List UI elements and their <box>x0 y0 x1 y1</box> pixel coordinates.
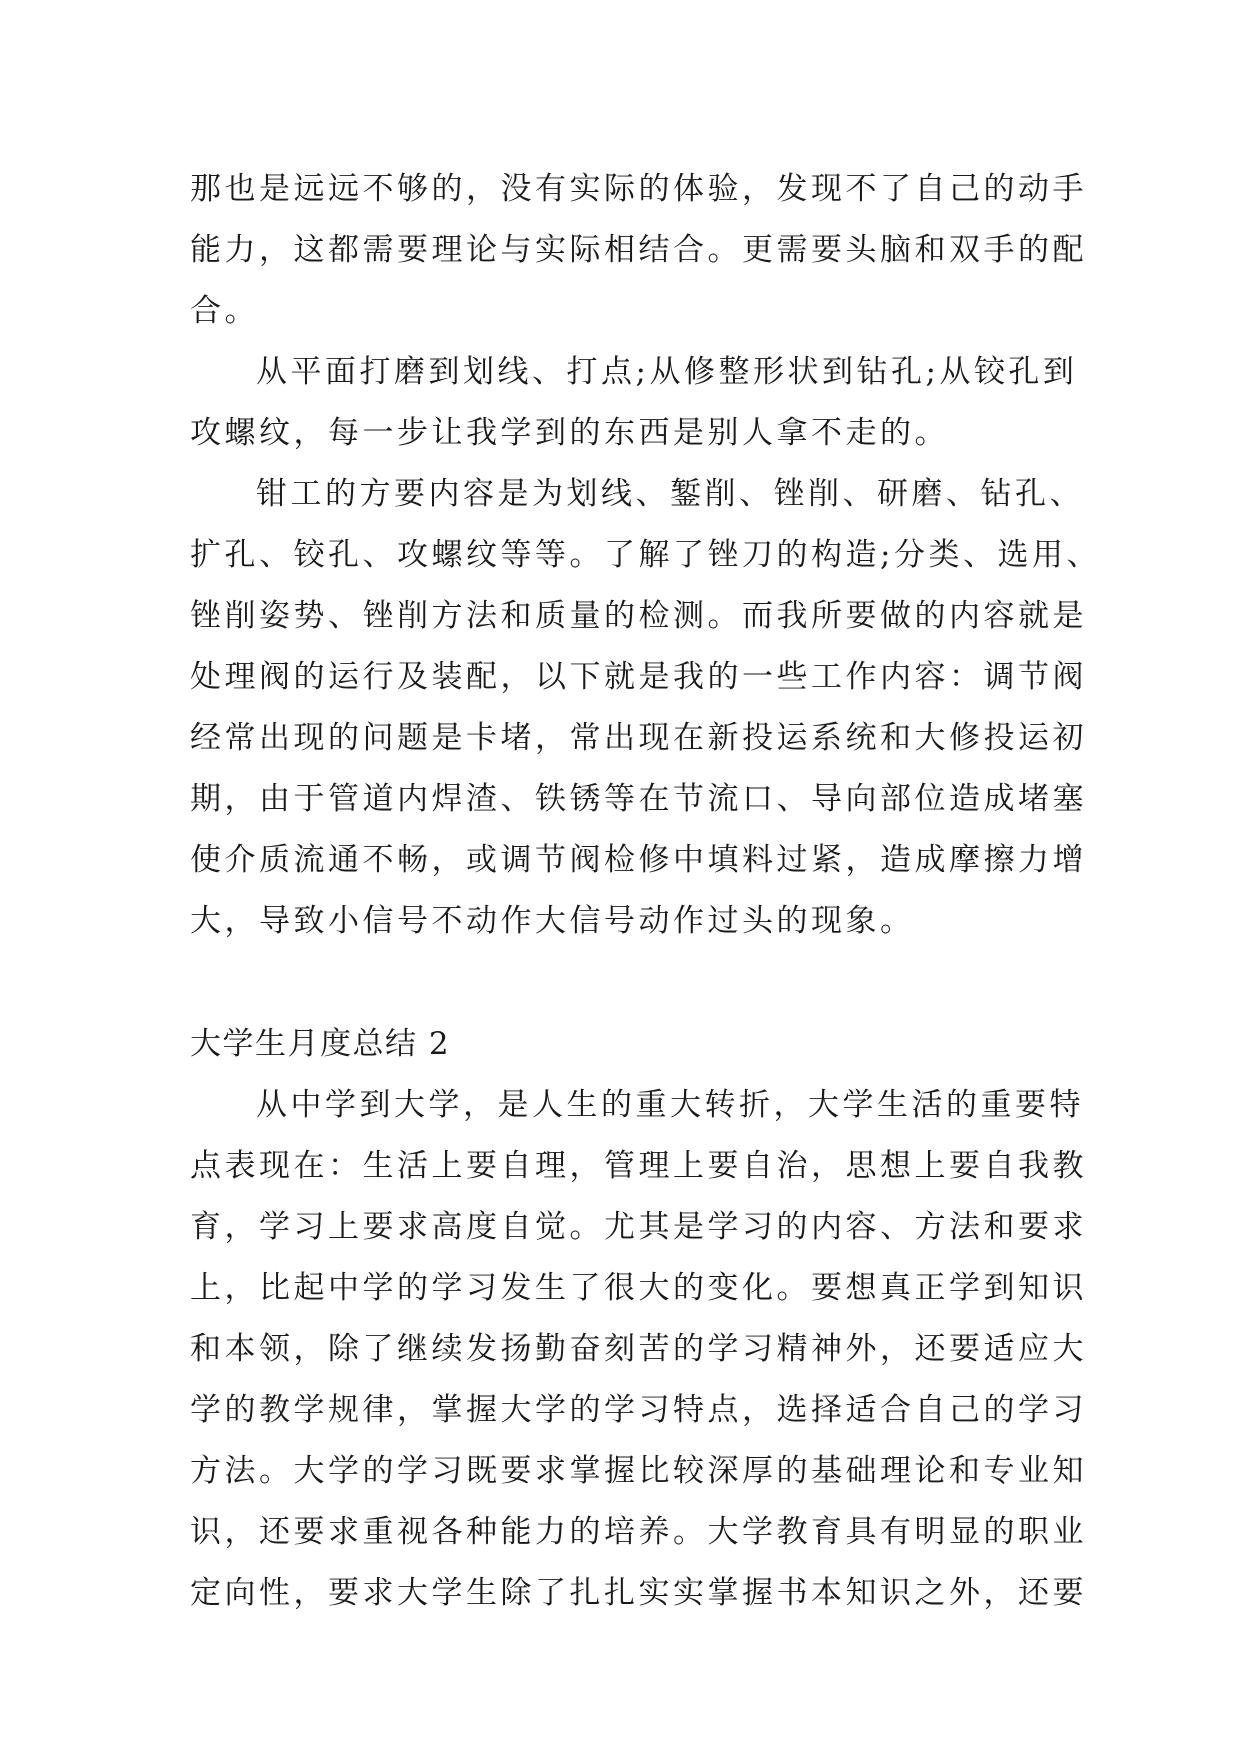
text-line: 钳工的方要内容是为划线、錾削、锉削、研磨、钻孔、 <box>256 476 1084 512</box>
text-line: 使介质流通不畅，或调节阀检修中填料过紧，造成摩擦力增 <box>190 842 1087 878</box>
text-line: 识，还要求重视各种能力的培养。大学教育具有明显的职业 <box>190 1514 1087 1550</box>
text-line: 锉削姿势、锉削方法和质量的检测。而我所要做的内容就是 <box>190 598 1087 634</box>
text-line: 从平面打磨到划线、打点;从修整形状到钻孔;从铰孔到 <box>256 354 1078 390</box>
paragraph-fitter-work <box>190 464 1101 952</box>
text-line: 方法。大学的学习既要求掌握比较深厚的基础理论和专业知 <box>190 1453 1087 1489</box>
text-line: 经常出现的问题是卡堵，常出现在新投运系统和大修投运初 <box>190 720 1087 756</box>
text-line: 学的教学规律，掌握大学的学习特点，选择适合自己的学习 <box>190 1392 1087 1428</box>
section-gap <box>190 952 1050 1014</box>
section-heading: 大学生月度总结 2 <box>190 1026 451 1062</box>
text-line: 点表现在：生活上要自理，管理上要自治，思想上要自我教 <box>190 1148 1087 1184</box>
text-line: 攻螺纹，每一步让我学到的东西是别人拿不走的。 <box>190 415 949 451</box>
paragraph-university-life <box>190 1075 1087 1624</box>
text-line: 合。 <box>190 293 259 329</box>
paragraph-filing-steps <box>190 342 1078 464</box>
document-body <box>190 159 1101 1624</box>
text-line: 育，学习上要求高度自觉。尤其是学习的内容、方法和要求 <box>190 1209 1087 1245</box>
text-line: 上，比起中学的学习发生了很大的变化。要想真正学到知识 <box>190 1270 1087 1306</box>
text-line: 从中学到大学，是人生的重大转折，大学生活的重要特 <box>256 1087 1084 1123</box>
text-line: 期，由于管道内焊渣、铁锈等在节流口、导向部位造成堵塞 <box>190 781 1087 817</box>
text-line: 能力，这都需要理论与实际相结合。更需要头脑和双手的配 <box>190 232 1087 268</box>
text-line: 扩孔、铰孔、攻螺纹等等。了解了锉刀的构造;分类、选用、 <box>190 537 1101 573</box>
text-line: 定向性，要求大学生除了扎扎实实掌握书本知识之外，还要 <box>190 1575 1087 1611</box>
text-line: 和本领，除了继续发扬勤奋刻苦的学习精神外，还要适应大 <box>190 1331 1087 1367</box>
text-line: 大，导致小信号不动作大信号动作过头的现象。 <box>190 903 915 939</box>
text-line: 处理阀的运行及装配，以下就是我的一些工作内容：调节阀 <box>190 659 1087 695</box>
text-line: 那也是远远不够的，没有实际的体验，发现不了自己的动手 <box>190 171 1087 207</box>
paragraph-continuation <box>190 159 1087 342</box>
